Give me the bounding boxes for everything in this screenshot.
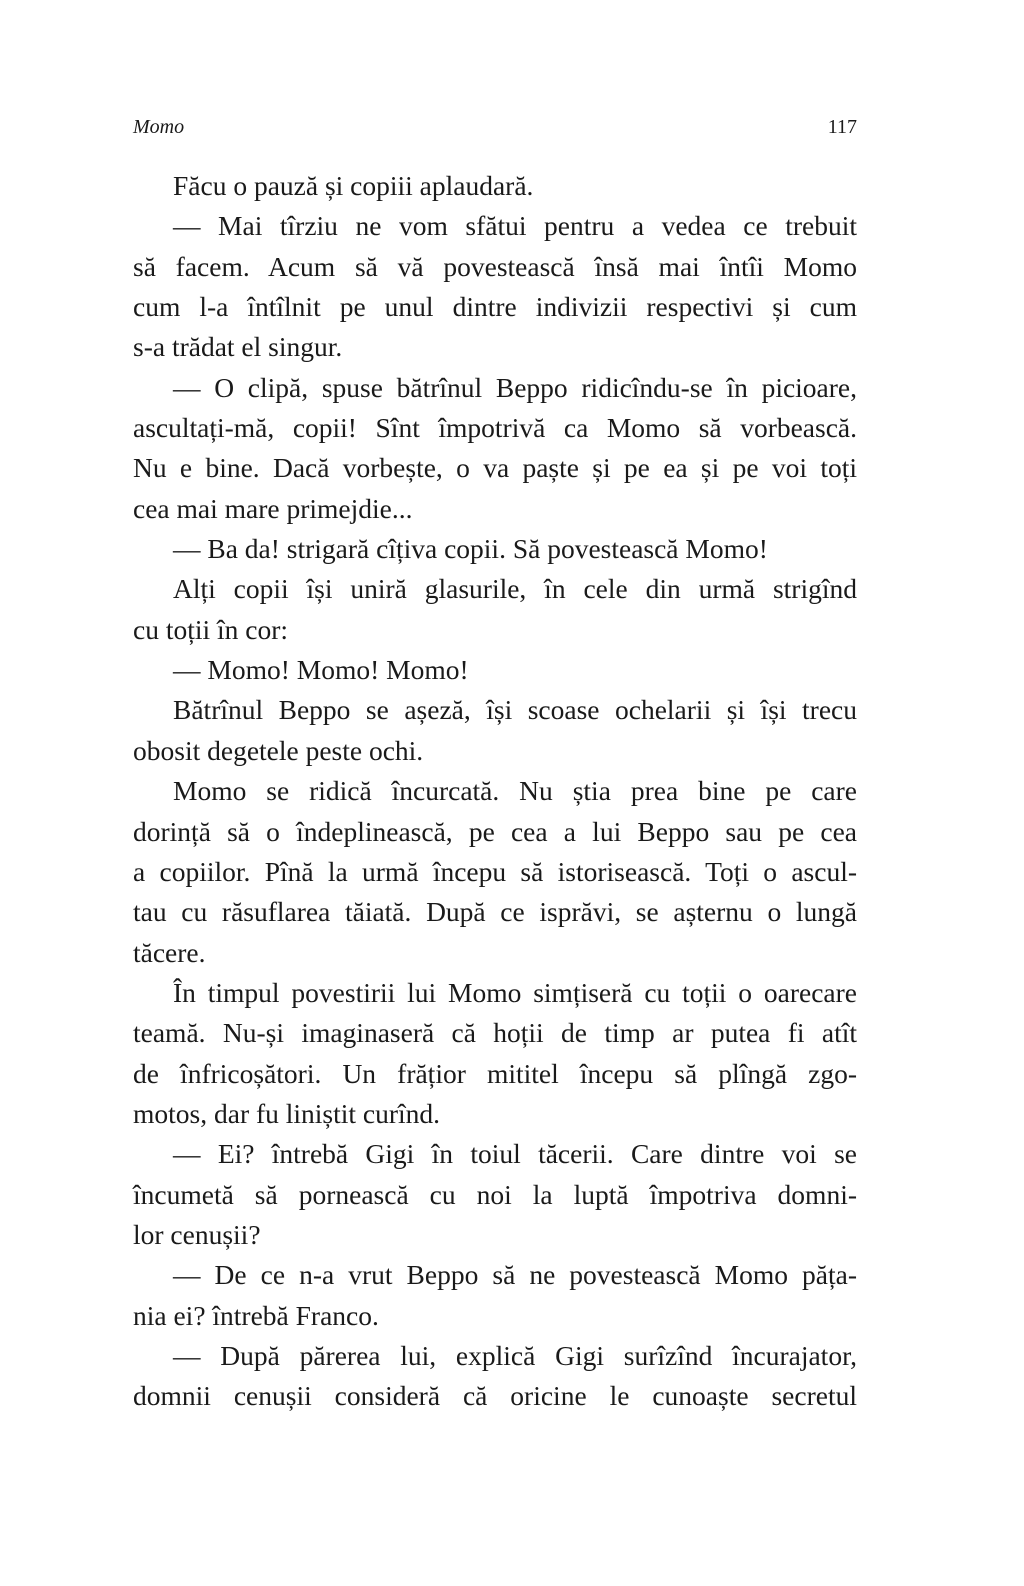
text-line: Bătrînul Beppo se așeză, își scoase ochelarii și își trecu [173,694,857,726]
text-line: — Ei? întrebă Gigi în toiul tăcerii. Care dintre voi se [173,1138,857,1170]
paragraph [133,206,857,367]
text-line: — De ce n-a vrut Beppo să ne povestească Momo păța- [173,1259,857,1291]
text-line: Momo se ridică încurcată. Nu știa prea bine pe care [173,775,857,807]
text-line: Făcu o pauză și copiii aplaudară. [173,170,534,201]
text-line: Nu e bine. Dacă vorbește, o va paște și pe ea și pe voi toți [133,452,857,484]
paragraph [133,569,857,650]
page-number: 117 [827,116,857,138]
running-head [133,116,857,146]
text-line: cum l-a întîlnit pe unul dintre indivizii respectivi și cum [133,291,857,323]
text-line: s-a trădat el singur. [133,331,343,363]
text-line: cea mai mare primejdie... [133,492,413,524]
text-line: de înfricoșători. Un frățior mititel începu să plîngă zgo- [133,1057,857,1089]
text-line: nia ei? întrebă Franco. [133,1299,379,1331]
text-line: a copiilor. Pînă la urmă începu să istorisească. Toți o ascul- [133,855,857,887]
text-line: încumetă să pornească cu noi la luptă împotriva domni- [133,1178,857,1210]
text-line: — După părerea lui, explică Gigi surîzînd încurajator, [173,1339,857,1371]
paragraph [133,771,857,973]
text-line: tăcere. [133,936,206,968]
text-line: În timpul povestirii lui Momo simțiseră cu toții o oarecare [173,976,857,1008]
text-line: ascultați-mă, copii! Sînt împotrivă ca Momo să vorbească. [133,412,857,444]
text-line: obosit degetele peste ochi. [133,734,424,766]
text-line: lor cenușii? [133,1218,261,1250]
text-line: dorință să o îndeplinească, pe cea a lui Beppo sau pe cea [133,815,857,847]
text-line: domnii cenușii consideră că oricine le cunoaște secretul [133,1380,857,1412]
paragraph [133,166,857,206]
paragraph [133,1255,857,1336]
text-line: cu toții în cor: [133,613,289,645]
paragraph [133,1134,857,1255]
paragraph [133,690,857,771]
paragraph [133,368,857,529]
text-line: tau cu răsuflarea tăiată. După ce isprăvi, se așternu o lungă [133,896,857,928]
text-line: Alți copii își uniră glasurile, în cele din urmă strigînd [173,573,857,605]
paragraph [133,1336,857,1417]
text-line: teamă. Nu-și imaginaseră că hoții de timp ar putea fi atît [133,1017,857,1049]
text-line: — Momo! Momo! Momo! [173,654,469,686]
text-line: motos, dar fu liniștit curînd. [133,1097,441,1129]
text-line: — O clipă, spuse bătrînul Beppo ridicîndu-se în picioare, [173,371,857,403]
paragraph [133,529,857,569]
running-head-title: Momo [133,116,185,138]
text-line: să facem. Acum să vă povestească însă mai întîi Momo [133,250,857,282]
paragraph [133,973,857,1134]
body-text [133,166,857,1417]
text-line: — Ba da! strigară cîțiva copii. Să povestească Momo! [173,533,768,565]
paragraph [133,650,857,690]
text-line: — Mai tîrziu ne vom sfătui pentru a vedea ce trebuit [173,210,857,242]
